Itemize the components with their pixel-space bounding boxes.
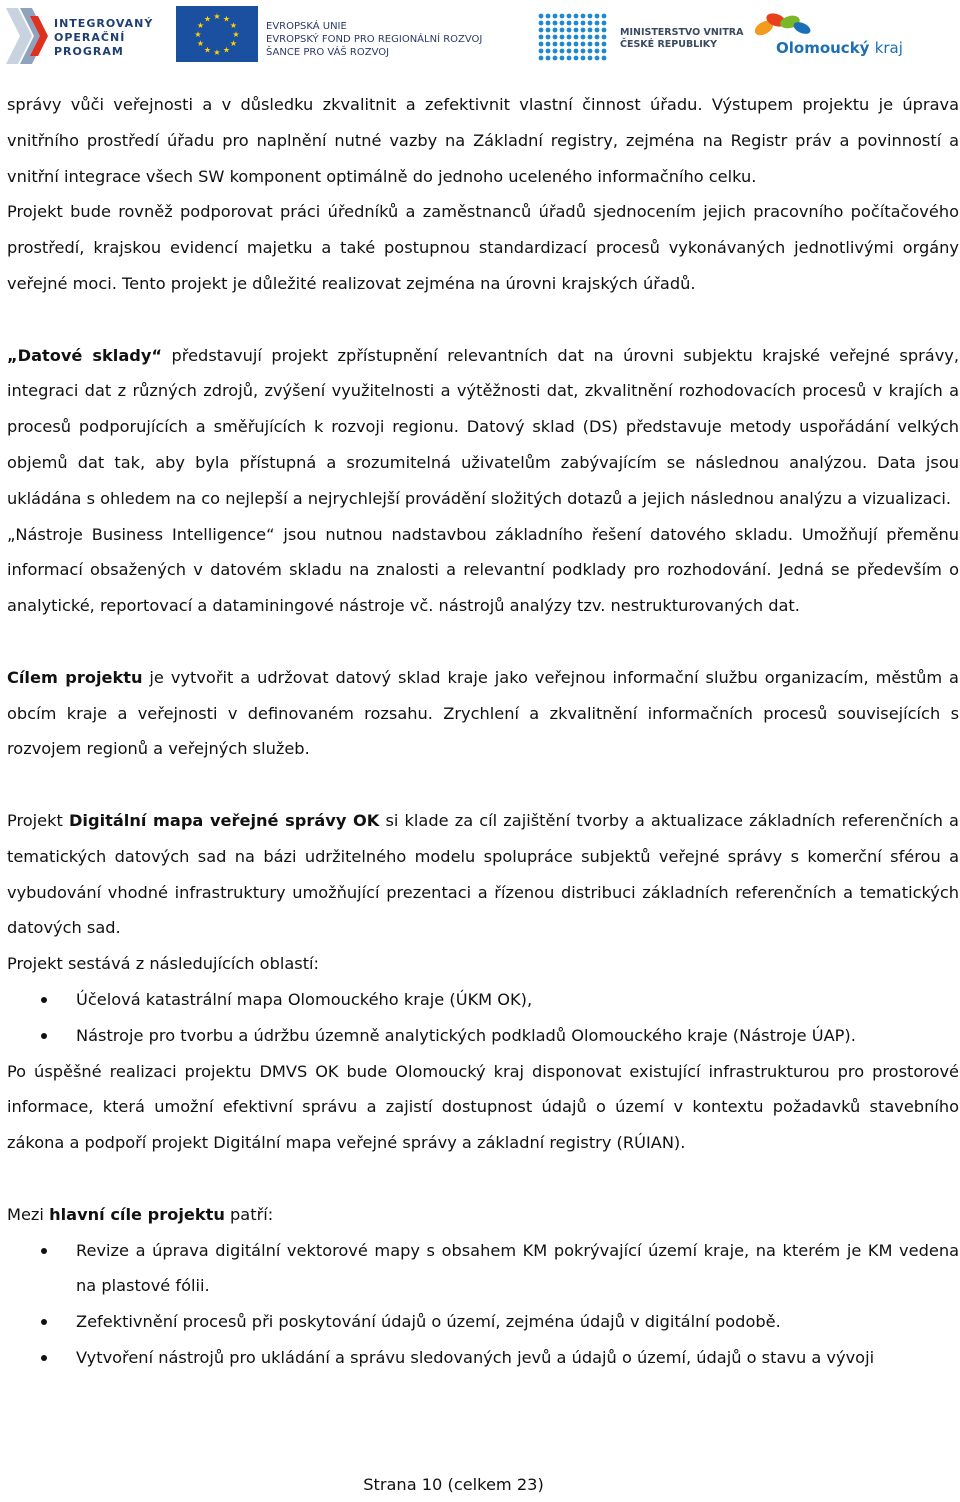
ministry-logo — [536, 6, 746, 64]
main-goals-prefix: Mezi — [7, 1204, 50, 1224]
paragraph-dmvs-result: Po úspěšné realizaci projektu DMVS OK bude Olomoucký kraj disponovat existující infrastrukturou pro prostorové informace, která umožní efektivní správu a zajistí dostupnost údajů o území v kontextu požadavků stavebního zákona a podpoří projekt Digitální mapa veřejné správy a základní registry (RÚIAN). — [7, 1061, 959, 1153]
main-goals-suffix: patří: — [224, 1204, 274, 1224]
svg-text:★: ★ — [196, 21, 205, 30]
region-logo-name: Olomoucký — [776, 39, 870, 57]
iop-logo-line-3: PROGRAM — [54, 45, 124, 58]
eu-logo-line-2: EVROPSKÝ FOND PRO REGIONÁLNÍ ROZVOJ — [266, 34, 483, 45]
svg-text:★: ★ — [222, 14, 231, 24]
olomoucky-kraj-logo — [746, 8, 951, 64]
svg-text:★: ★ — [232, 30, 240, 39]
region-flower-icon — [746, 8, 816, 42]
iop-logo-line-2: OPERAČNÍ — [54, 31, 126, 44]
paragraph-intro: správy vůči veřejnosti a v důsledku zkvalitnit a zefektivnit vlastní činnost úřadu. Výstupem projektu je úprava vnitřního prostředí úřadu pro naplnění nutné vazby na Základní registry, zejména na Registr práv a povinností a vnitřní integrace všech SW komponent optimálně do jednoho uceleného informačního celku. — [7, 95, 959, 186]
main-goals-heading: hlavní cíle projektu — [49, 1204, 225, 1224]
project-goal-text: je vytvořit a udržovat datový sklad kraje jako veřejnou informační službu organizacím, městům a obcím kraje a veřejnosti v definovaném rozsahu. Zrychlení a zkvalitnění informačních procesů souvisejících s rozvojem regionů a veřejných služeb. — [7, 667, 959, 759]
list-item: Revize a úprava digitální vektorové mapy s obsahem KM pokrývající území kraje, na kterém je KM vedena na plastové fólii. — [7, 1233, 959, 1305]
list-item: Vytvoření nástrojů pro ukládání a správu sledovaných jevů a údajů o území, údajů o stavu a vývoji — [7, 1340, 959, 1376]
paragraph-digital-map — [7, 803, 959, 946]
paragraph-project-areas: Projekt sestává z následujících oblastí: — [7, 954, 320, 974]
paragraph-business-intelligence: „Nástroje Business Intelligence“ jsou nutnou nadstavbou základního řešení datového skladu. Umožňují přeměnu informací obsažených v datovém skladu na znalosti a relevantní podklady pro rozhodování. Jedná se především o analytické, reportovací a dataminingové nástroje vč. nástrojů analýzy tzv. nestrukturovaných dat. — [7, 524, 959, 616]
iop-logo — [6, 6, 156, 64]
eu-flag-icon — [176, 6, 258, 62]
svg-text:★: ★ — [229, 39, 238, 48]
eu-logo-line-1: EVROPSKÁ UNIE — [266, 21, 347, 32]
list-item: Účelová katastrální mapa Olomouckého kraje (ÚKM OK), — [7, 982, 959, 1018]
data-warehouses-heading: „Datové sklady“ — [7, 345, 163, 365]
page-number: Strana 10 (celkem 23) — [363, 1475, 544, 1494]
spacer — [7, 302, 959, 338]
svg-text:★: ★ — [213, 48, 221, 57]
project-goal-heading: Cílem projektu — [7, 667, 143, 687]
paragraph-support: Projekt bude rovněž podporovat práci úředníků a zaměstnanců úřadů sjednocením jejich pracovního počítačového prostředí, krajskou evidencí majetku a také postupnou standardizací procesů vykonávaných jednotlivými orgány veřejné moci. Tento projekt je důležité realizovat zejména na úrovni krajských úřadů. — [7, 202, 959, 293]
spacer — [7, 767, 959, 803]
iop-logo-line-1: INTEGROVANÝ — [54, 17, 154, 30]
data-warehouses-text: představují projekt zpřístupnění relevantních dat na úrovni subjektu krajské veřejné správy, integraci dat z různých zdrojů, zvýšení využitelnosti a výtěžnosti dat, zkvalitnění rozhodovacích procesů v krajích a procesů podporujících a směřujících k rozvoji regionu. Datový sklad (DS) představuje metody uspořádání velkých objemů dat tak, aby byla přístupná a srozumitelná uživatelům zabývajícím se následnou analýzou. Data jsou ukládána s ohledem na co nejlepší a nejrychlejší provádění složitých dotazů a jejich následnou analýzu a vizualizaci. — [7, 345, 959, 508]
digital-map-heading: Digitální mapa veřejné správy OK — [69, 810, 380, 830]
paragraph-main-goals — [7, 1197, 959, 1233]
main-goals-list — [7, 1233, 959, 1376]
digital-map-prefix: Projekt — [7, 810, 69, 830]
svg-text:★: ★ — [196, 39, 205, 48]
ministry-logo-line-1: MINISTERSTVO VNITRA — [620, 27, 744, 38]
eu-logo — [176, 6, 506, 64]
document-body — [7, 87, 959, 1376]
ministry-logo-line-2: ČESKÉ REPUBLIKY — [620, 39, 718, 50]
header-logo-bar — [0, 0, 960, 72]
paragraph-project-goal — [7, 660, 959, 767]
svg-text:★: ★ — [213, 12, 221, 21]
region-logo-text — [776, 39, 903, 57]
paragraph-data-warehouses — [7, 338, 959, 517]
region-logo-suffix: kraj — [874, 39, 903, 57]
digital-map-text: si klade za cíl zajištění tvorby a aktualizace základních referenčních a tematických datových sad na bázi udržitelného modelu spolupráce subjektů veřejné správy s komerční sférou a vybudování vhodné infrastruktury umožňující prezentaci a řízenou distribuci základních referenčních a tematických datových sad. — [7, 810, 959, 938]
list-item: Zefektivnění procesů při poskytování údajů o území, zejména údajů v digitální podobě. — [7, 1304, 959, 1340]
list-item: Nástroje pro tvorbu a údržbu územně analytických podkladů Olomouckého kraje (Nástroje ÚAP). — [7, 1018, 959, 1054]
svg-text:★: ★ — [203, 14, 212, 24]
svg-text:★: ★ — [203, 45, 212, 55]
eu-logo-line-3: ŠANCE PRO VÁŠ ROZVOJ — [266, 47, 390, 58]
spacer — [7, 1161, 959, 1197]
ministry-dots-icon — [536, 6, 612, 64]
svg-text:★: ★ — [194, 30, 202, 39]
project-areas-list — [7, 982, 959, 1054]
spacer — [7, 624, 959, 660]
iop-chevron-icon — [6, 8, 52, 64]
svg-text:★: ★ — [229, 21, 238, 30]
svg-text:★: ★ — [222, 45, 231, 55]
